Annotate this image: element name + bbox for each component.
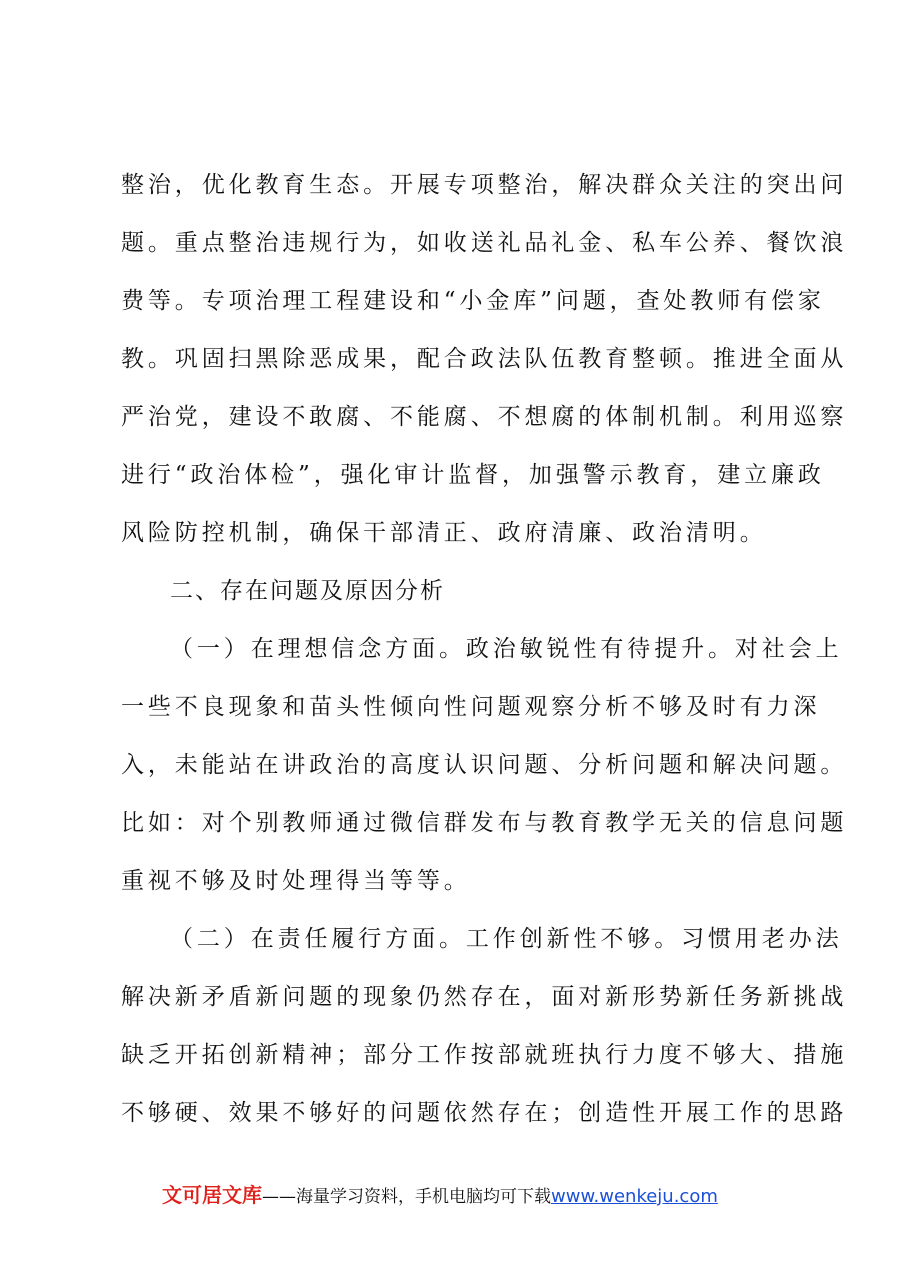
paragraph-line: 题。重点整治违规行为，如收送礼品礼金、私车公养、餐饮浪	[121, 230, 848, 256]
paragraph-line: 费等。专项治理工程建设和“小金库”问题，查处教师有偿家	[121, 288, 825, 314]
paragraph-line: 一些不良现象和苗头性倾向性问题观察分析不够及时有力深	[121, 694, 821, 720]
footer-banner	[162, 1180, 782, 1212]
paragraph-line: 入，未能站在讲政治的高度认识问题、分析问题和解决问题。	[121, 752, 848, 778]
paragraph-line: 缺乏开拓创新精神；部分工作按部就班执行力度不够大、措施	[121, 1042, 848, 1068]
paragraph-line: 教。巩固扫黑除恶成果，配合政法队伍教育整顿。推进全面从	[121, 346, 848, 372]
footer-tagline: ——海量学习资料，手机电脑均可下载	[262, 1187, 551, 1207]
paragraph-line: 进行“政治体检”，强化审计监督，加强警示教育，建立廉政	[121, 462, 825, 488]
paragraph-line: 风险防控机制，确保干部清正、政府清廉、政治清明。	[121, 520, 767, 546]
paragraph-line: 严治党，建设不敢腐、不能腐、不想腐的体制机制。利用巡察	[121, 404, 848, 430]
footer-link[interactable]: www.wenkeju.com	[551, 1186, 718, 1207]
paragraph-line: 比如：对个别教师通过微信群发布与教育教学无关的信息问题	[121, 810, 848, 836]
paragraph-line: 不够硬、效果不够好的问题依然存在；创造性开展工作的思路	[121, 1100, 848, 1126]
section-heading: 二、存在问题及原因分析	[170, 578, 445, 604]
paragraph-line: （一）在理想信念方面。政治敏锐性有待提升。对社会上	[170, 636, 843, 662]
paragraph-line: 重视不够及时处理得当等等。	[121, 868, 471, 894]
paragraph-line: （二）在责任履行方面。工作创新性不够。习惯用老办法	[170, 926, 843, 952]
footer-brand: 文可居文库	[162, 1183, 262, 1207]
paragraph-line: 解决新矛盾新问题的现象仍然存在，面对新形势新任务新挑战	[121, 984, 848, 1010]
paragraph-line: 整治，优化教育生态。开展专项整治，解决群众关注的突出问	[121, 172, 848, 198]
